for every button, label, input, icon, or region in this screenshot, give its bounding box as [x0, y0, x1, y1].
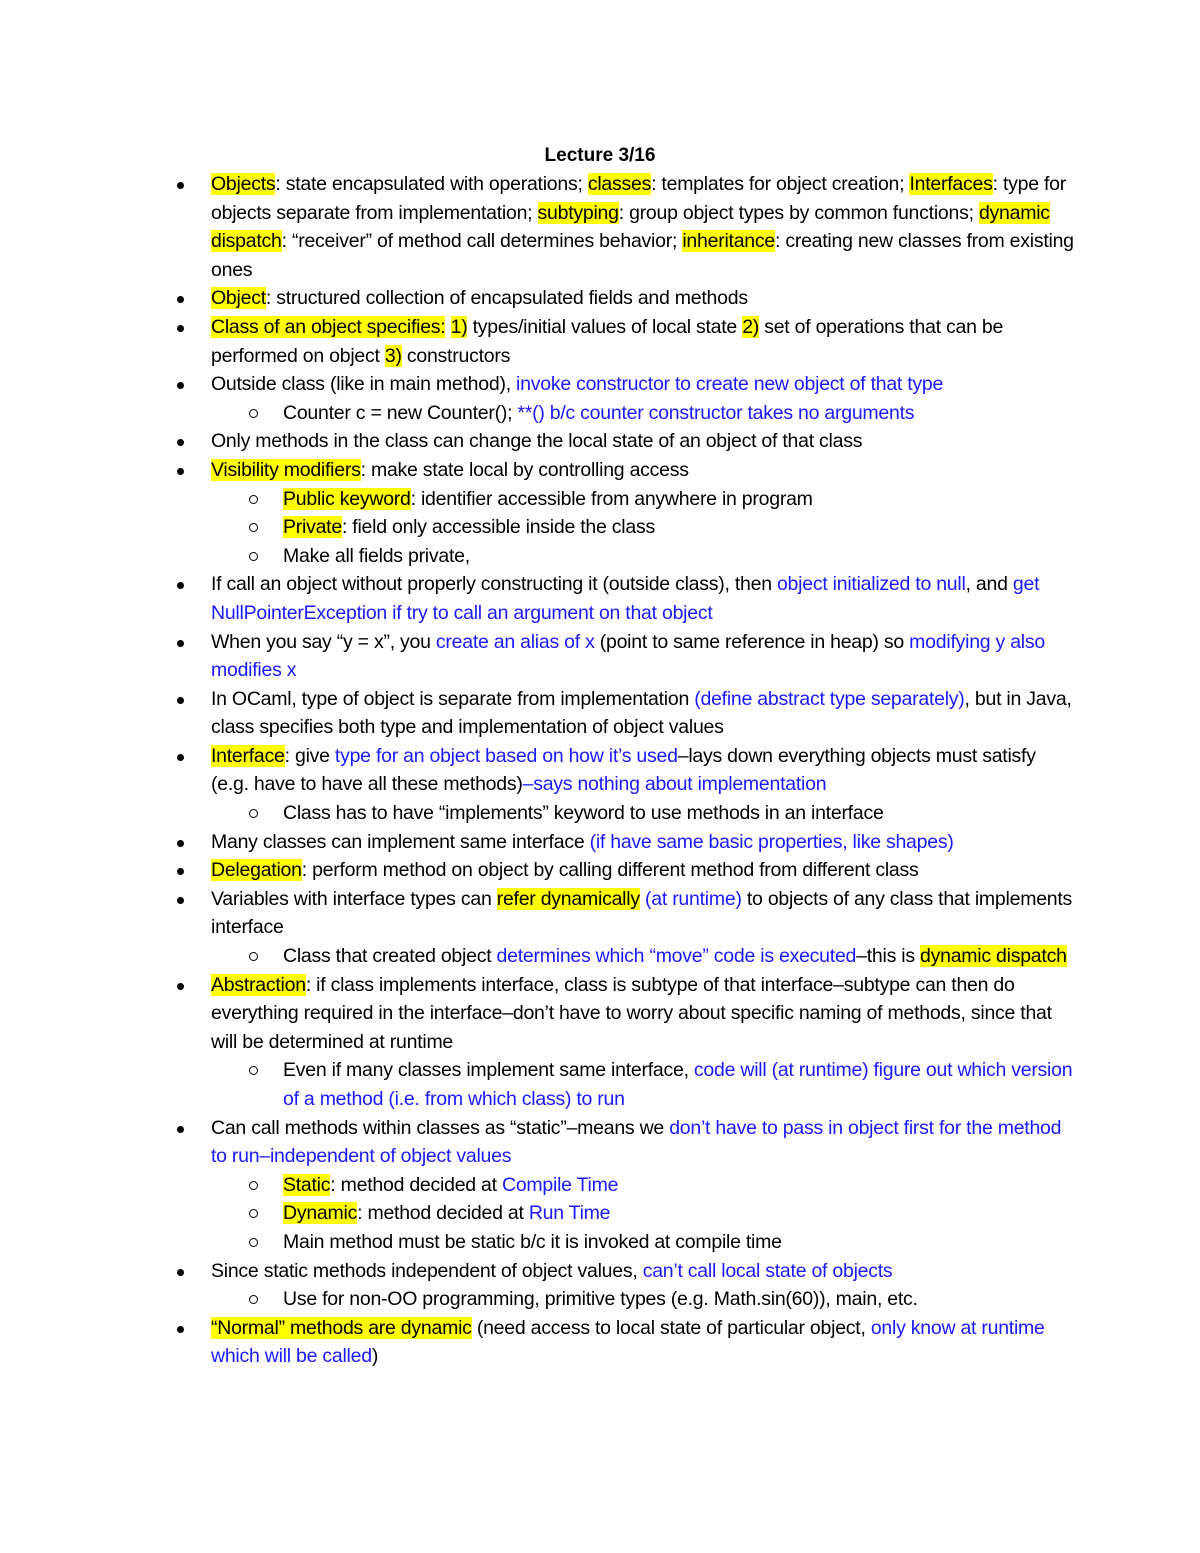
note-text: Can call methods within classes as “static”–means we — [211, 1116, 670, 1139]
blue-note-text: only know at runtime which will be called — [211, 1316, 1045, 1368]
note-text: –lays down everything objects must satisfy (e.g. have to have all these methods) — [211, 744, 1036, 796]
sub-bullet-item — [175, 799, 1075, 828]
note-text: Make all fields private, — [283, 544, 470, 567]
bullet-item — [175, 742, 1075, 799]
highlighted-term: dynamic dispatch — [920, 945, 1067, 968]
highlighted-term: subtyping — [537, 201, 619, 224]
filled-circle-bullet-icon — [175, 370, 195, 399]
highlighted-term: refer dynamically — [496, 887, 640, 910]
hollow-circle-bullet-icon — [247, 1199, 267, 1229]
notes-list — [175, 170, 1075, 1371]
note-text: –this is — [856, 945, 920, 968]
blue-note-text: don’t have to pass in object first for the method to run–independent of object values — [211, 1116, 1062, 1168]
filled-circle-bullet-icon — [175, 1257, 195, 1286]
note-text: ) — [371, 1345, 379, 1368]
note-text: Use for non-OO programming, primitive types (e.g. Math.sin(60)), main, etc. — [283, 1288, 918, 1311]
highlighted-term: 2) — [742, 315, 760, 338]
bullet-item — [175, 628, 1075, 685]
note-text: Counter c = new Counter(); — [283, 401, 518, 424]
note-text: : perform method on object by calling different method from different class — [301, 859, 919, 882]
bullet-item — [175, 570, 1075, 627]
filled-circle-bullet-icon — [175, 1114, 195, 1143]
highlighted-term: “Normal” methods are dynamic — [211, 1316, 472, 1339]
note-text: : structured collection of encapsulated fields and methods — [265, 287, 748, 310]
sub-bullet-item — [175, 399, 1075, 428]
sub-bullet-item — [175, 1056, 1075, 1113]
highlighted-term: 1) — [450, 315, 468, 338]
filled-circle-bullet-icon — [175, 742, 195, 771]
sub-bullet-item — [175, 485, 1075, 514]
note-text: : identifier accessible from anywhere in program — [410, 487, 813, 510]
note-text: : method decided at — [357, 1202, 529, 1225]
hollow-circle-bullet-icon — [247, 1056, 267, 1086]
note-text: If call an object without properly constructing it (outside class), then — [211, 573, 777, 596]
note-text: Variables with interface types can — [211, 887, 497, 910]
page-title: Lecture 3/16 — [544, 145, 656, 166]
hollow-circle-bullet-icon — [247, 399, 267, 429]
note-text: : templates for object creation; — [651, 173, 910, 195]
filled-circle-bullet-icon — [175, 313, 195, 342]
bullet-item — [175, 685, 1075, 742]
filled-circle-bullet-icon — [175, 427, 195, 456]
note-text: : give — [284, 744, 335, 767]
blue-note-text: –says nothing about implementation — [522, 773, 827, 796]
filled-circle-bullet-icon — [175, 170, 195, 199]
note-text: Many classes can implement same interface — [211, 830, 590, 853]
blue-note-text: **() b/c counter constructor takes no arguments — [517, 401, 915, 424]
note-text: : creating new classes from existing ones — [211, 230, 1074, 281]
bullet-item — [175, 828, 1075, 857]
note-text: : make state local by controlling access — [360, 458, 689, 481]
hollow-circle-bullet-icon — [247, 1171, 267, 1201]
note-text: : state encapsulated with operations; — [275, 173, 588, 195]
highlighted-term: Visibility modifiers — [211, 458, 361, 481]
note-text: Only methods in the class can change the local state of an object of that class — [211, 430, 863, 453]
bullet-item — [175, 1114, 1075, 1171]
blue-note-text: type for an object based on how it’s used — [334, 744, 678, 767]
note-text: : group object types by common functions; — [618, 201, 979, 224]
sub-bullet-item — [175, 542, 1075, 571]
blue-note-text: invoke constructor to create new object of that type — [516, 373, 944, 396]
highlighted-term: Private — [283, 516, 342, 539]
blue-note-text: can’t call local state of objects — [642, 1259, 893, 1282]
filled-circle-bullet-icon — [175, 284, 195, 313]
bullet-item — [175, 885, 1075, 942]
bullet-item — [175, 284, 1075, 313]
note-text: , and — [965, 573, 1013, 596]
highlighted-term: Delegation — [211, 859, 302, 882]
bullet-item — [175, 456, 1075, 485]
note-text: Even if many classes implement same interface, — [283, 1059, 694, 1082]
sub-bullet-item — [175, 513, 1075, 542]
highlighted-term: Interface — [211, 744, 285, 767]
note-text: , but in Java, class specifies both type and implementation of object values — [211, 687, 1072, 739]
highlighted-term: Object — [211, 287, 266, 310]
filled-circle-bullet-icon — [175, 971, 195, 1000]
highlighted-term: Public keyword — [283, 487, 411, 510]
note-text: types/initial values of local state — [467, 315, 743, 338]
highlighted-term: Static — [283, 1173, 331, 1196]
blue-note-text: get NullPointerException if try to call an argument on that object — [211, 573, 1040, 624]
note-text: : field only accessible inside the class — [341, 516, 655, 539]
note-text: Main method must be static b/c it is invoked at compile time — [283, 1230, 782, 1253]
bullet-item — [175, 313, 1075, 370]
bullet-item — [175, 971, 1075, 1057]
blue-note-text: (define abstract type separately) — [694, 687, 965, 710]
note-text: : “receiver” of method call determines behavior; — [281, 230, 683, 253]
blue-note-text: create an alias of x — [435, 630, 595, 653]
note-text: : method decided at — [330, 1173, 502, 1196]
sub-bullet-item — [175, 1171, 1075, 1200]
highlighted-term: Interfaces — [909, 173, 993, 195]
filled-circle-bullet-icon — [175, 828, 195, 857]
highlighted-term: Objects — [211, 173, 276, 195]
filled-circle-bullet-icon — [175, 628, 195, 657]
note-text: Since static methods independent of object values, — [211, 1259, 643, 1282]
note-text: Class has to have “implements” keyword to use methods in an interface — [283, 802, 884, 825]
note-text: constructors — [401, 344, 511, 367]
note-text: When you say “y = x”, you — [211, 630, 436, 653]
sub-bullet-item — [175, 1228, 1075, 1257]
note-text: set of operations that can be performed on object — [211, 315, 1004, 367]
blue-note-text: Run Time — [528, 1202, 611, 1225]
highlighted-term: 3) — [384, 344, 402, 367]
blue-note-text: Compile Time — [501, 1173, 619, 1196]
hollow-circle-bullet-icon — [247, 1285, 267, 1315]
blue-note-text: modifying y also modifies x — [211, 630, 1045, 682]
sub-bullet-item — [175, 942, 1075, 971]
blue-note-text: object initialized to null — [776, 573, 966, 596]
highlighted-term: classes — [587, 173, 652, 195]
filled-circle-bullet-icon — [175, 856, 195, 885]
sub-bullet-item — [175, 1199, 1075, 1228]
hollow-circle-bullet-icon — [247, 542, 267, 572]
note-text: In OCaml, type of object is separate from implementation — [211, 687, 695, 710]
note-text: : type for objects separate from implementation; — [211, 173, 1066, 224]
blue-note-text: (at runtime) — [645, 887, 742, 910]
filled-circle-bullet-icon — [175, 1314, 195, 1343]
highlighted-term: Dynamic — [283, 1202, 358, 1225]
bullet-item — [175, 170, 1075, 284]
hollow-circle-bullet-icon — [247, 485, 267, 515]
highlighted-term: Class of an object specifies: — [211, 315, 446, 338]
note-text — [445, 316, 450, 338]
blue-note-text: (if have same basic properties, like shapes) — [589, 830, 954, 853]
hollow-circle-bullet-icon — [247, 1228, 267, 1258]
highlighted-term: Abstraction — [211, 973, 306, 996]
filled-circle-bullet-icon — [175, 685, 195, 714]
filled-circle-bullet-icon — [175, 570, 195, 599]
bullet-item — [175, 1314, 1075, 1371]
note-text: to objects of any class that implements interface — [211, 887, 1073, 939]
note-text: Class that created object — [283, 945, 497, 968]
bullet-item — [175, 1257, 1075, 1286]
note-text: Outside class (like in main method), — [211, 373, 517, 396]
highlighted-term: inheritance — [682, 230, 775, 253]
hollow-circle-bullet-icon — [247, 513, 267, 543]
hollow-circle-bullet-icon — [247, 799, 267, 829]
note-text: (need access to local state of particular object, — [471, 1316, 871, 1339]
note-text: : if class implements interface, class is subtype of that interface–subtype can then do everything required in the interface–don’t have to worry about specific naming of methods, since that will be determined at runtime — [211, 973, 1052, 1053]
filled-circle-bullet-icon — [175, 885, 195, 914]
bullet-item — [175, 427, 1075, 456]
sub-bullet-item — [175, 1285, 1075, 1314]
blue-note-text: determines which “move” code is executed — [496, 945, 857, 968]
bullet-item — [175, 856, 1075, 885]
note-text: (point to same reference in heap) so — [594, 630, 910, 653]
hollow-circle-bullet-icon — [247, 942, 267, 972]
highlighted-term: dynamic dispatch — [211, 201, 1050, 253]
bullet-item — [175, 370, 1075, 399]
filled-circle-bullet-icon — [175, 456, 195, 485]
blue-note-text: code will (at runtime) figure out which version of a method (i.e. from which class) to run — [283, 1059, 1073, 1110]
